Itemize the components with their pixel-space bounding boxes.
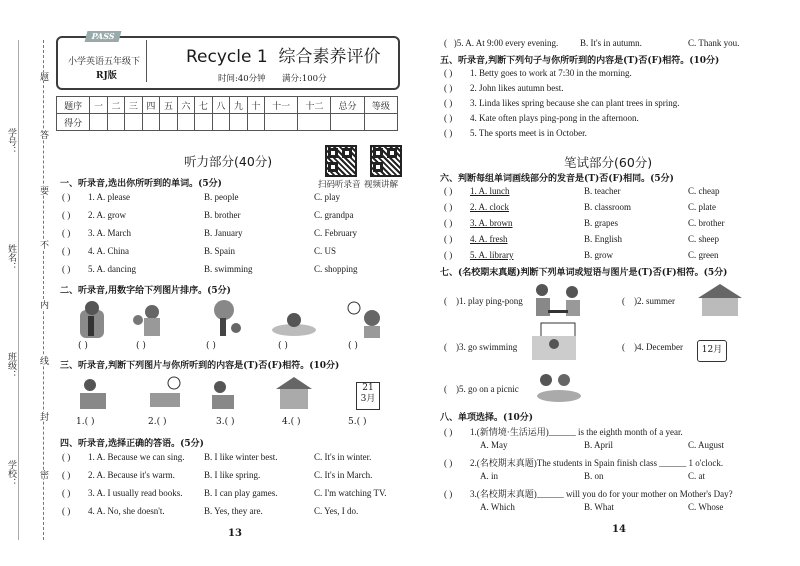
student-id-label: 学号： <box>6 128 16 155</box>
sec7-item-4 <box>622 342 683 352</box>
qr-code-audio[interactable] <box>325 145 357 177</box>
option-c: C. It's in winter. <box>314 452 372 462</box>
score-cell[interactable] <box>177 114 194 131</box>
sec5-row <box>444 113 639 123</box>
calendar-text: 21 3月 <box>360 383 376 404</box>
paren[interactable]: ( ) <box>444 342 459 352</box>
sec5-row <box>444 83 564 93</box>
option-b: B. people <box>204 192 239 202</box>
option-c: C. grandpa <box>314 210 354 220</box>
score-header-cell: 七 <box>195 97 212 114</box>
answer-paren[interactable]: ( ) <box>62 470 71 480</box>
option-c: C. plate <box>688 202 716 212</box>
sec5-row <box>444 98 679 108</box>
option-c: C. February <box>314 228 357 238</box>
answer-paren[interactable]: ( ) <box>62 228 71 238</box>
qr-video-label: 视频讲解 <box>364 180 399 190</box>
score-header-cell: 十一 <box>265 97 298 114</box>
option-b: B. I like winter best. <box>204 452 278 462</box>
option-c: C. at <box>688 471 705 481</box>
binding-word: 封 <box>38 412 48 421</box>
sec2-blank-2[interactable]: ( ) <box>136 341 146 351</box>
picnic-image <box>534 370 584 404</box>
option-a: 4. A. No, she doesn't. <box>88 506 165 516</box>
sec7-item-5 <box>444 384 519 394</box>
option-a: 1. A. lunch <box>470 186 510 196</box>
answer-paren[interactable]: ( ) <box>444 113 453 123</box>
answer-paren[interactable]: ( ) <box>444 83 453 93</box>
sec4-row <box>62 506 165 516</box>
option-c: C. It's in March. <box>314 470 373 480</box>
score-header-cell: 等级 <box>364 97 397 114</box>
item-text: 2. summer <box>637 296 675 306</box>
option-a: 1. A. Because we can sing. <box>88 452 185 462</box>
question-stem: 3.(名校期末真题)______ will you do for your mother on Mother's Day? <box>470 489 733 499</box>
score-cell[interactable] <box>331 114 364 131</box>
sec2-blank-5[interactable]: ( ) <box>348 341 358 351</box>
score-info: 满分:100分 <box>282 74 327 84</box>
binding-word: 答 <box>38 130 48 139</box>
sec7-item-1 <box>444 296 523 306</box>
kids-playing-image <box>133 305 160 336</box>
tree-kids-image <box>214 300 241 336</box>
month-card: 12月 <box>697 340 727 362</box>
answer-paren[interactable]: ( ) <box>62 264 71 274</box>
score-cell[interactable] <box>195 114 212 131</box>
sec4-title: 四、听录音,选择正确的答语。(5分) <box>60 439 204 449</box>
score-header-cell: 题序 <box>57 97 90 114</box>
score-header-cell: 十二 <box>298 97 331 114</box>
snowy-house-image <box>692 282 748 318</box>
sec8-question <box>444 456 723 469</box>
option-b: B. April <box>584 440 614 450</box>
option-a: 3. A. I usually read books. <box>88 488 183 498</box>
option-a: A. Which <box>480 502 515 512</box>
option-a: 4. A. fresh <box>470 234 508 244</box>
sec6-row <box>444 218 513 228</box>
sec3-title: 三、听录音,判断下列图片与你所听到的内容是(T)否(F)相符。(10分) <box>60 361 340 371</box>
option-b: B. grapes <box>584 218 618 228</box>
option-a: A. in <box>480 471 498 481</box>
edition-label: RJ版 <box>96 71 117 81</box>
answer-paren[interactable]: ( ) <box>444 489 453 499</box>
score-header-cell: 一 <box>90 97 107 114</box>
answer-paren[interactable]: ( ) <box>444 128 453 138</box>
page-title <box>186 42 380 67</box>
option-b: B. classroom <box>584 202 631 212</box>
clock-man-image <box>348 302 380 338</box>
item-text: 1. play ping-pong <box>459 296 523 306</box>
answer-paren[interactable]: ( ) <box>444 427 453 437</box>
item-text: 4. December <box>637 342 683 352</box>
option-b: B. on <box>584 471 604 481</box>
sec3-label-3[interactable]: 3.( ) <box>216 417 235 427</box>
sentence: 5. The sports meet is in October. <box>470 128 587 138</box>
option-b: B. English <box>584 234 623 244</box>
score-cell[interactable] <box>212 114 229 131</box>
option-c: C. sheep <box>688 234 719 244</box>
option-c: C. brother <box>688 218 725 228</box>
binding-word: 不 <box>38 240 48 249</box>
option-c: C. shopping <box>314 264 358 274</box>
option-a: 3. A. brown <box>470 218 513 228</box>
sec4-row <box>62 470 175 480</box>
paren[interactable]: ( ) <box>622 296 637 306</box>
page-number-left: 13 <box>228 528 242 539</box>
sec7-item-2 <box>622 296 675 306</box>
score-cell[interactable] <box>364 114 397 131</box>
time-info: 时间:40分钟 <box>218 74 266 84</box>
answer-paren[interactable]: ( ) <box>444 98 453 108</box>
boy-climbing-tree-image <box>80 301 104 338</box>
sec8-title: 八、单项选择。(10分) <box>440 413 534 423</box>
sec7-item-3 <box>444 342 517 352</box>
score-cell[interactable] <box>107 114 124 131</box>
question-stem: 1.(新情境·生活运用)______ is the eighth month of a year. <box>470 427 683 437</box>
option-b: B. January <box>204 228 243 238</box>
sentence: 4. Kate often plays ping-pong in the afternoon. <box>470 113 639 123</box>
option-b: B. Yes, they are. <box>204 506 263 516</box>
option-a: 5. A. At 9:00 every evening. <box>456 38 559 48</box>
answer-paren[interactable]: ( ) <box>62 506 71 516</box>
score-header-cell: 六 <box>177 97 194 114</box>
option-b: B. teacher <box>584 186 621 196</box>
sec1-row <box>62 246 129 256</box>
binding-writing-line <box>18 40 19 540</box>
option-a: 1. A. please <box>88 192 130 202</box>
sec2-illustrations <box>72 298 402 340</box>
binding-word: 题 <box>38 72 48 81</box>
ping-pong-image <box>532 282 582 322</box>
option-c: C. US <box>314 246 337 256</box>
sec1-row <box>62 264 136 274</box>
paren[interactable]: ( ) <box>444 38 457 48</box>
score-row-label: 得分 <box>57 114 90 131</box>
sec6-row <box>444 202 509 212</box>
score-cell[interactable] <box>298 114 331 131</box>
score-cell[interactable] <box>265 114 298 131</box>
school-label: 学校： <box>6 460 16 487</box>
r-q5-row <box>444 38 558 48</box>
sentence: 1. Betty goes to work at 7:30 in the morning. <box>470 68 632 78</box>
option-b: B. What <box>584 502 614 512</box>
option-a: 4. A. China <box>88 246 130 256</box>
question-stem: 2.(名校期末真题)The students in Spain finish class ______ 1 o'clock. <box>470 458 724 468</box>
qr-audio-label: 扫码听录音 <box>318 180 361 190</box>
score-header-cell: 三 <box>125 97 142 114</box>
option-a: 2. A. grow <box>88 210 126 220</box>
title-text: 综合素养评价 <box>278 47 381 67</box>
sec4-row <box>62 452 184 462</box>
answer-paren[interactable]: ( ) <box>444 202 453 212</box>
sec1-row <box>62 228 131 238</box>
score-cell[interactable] <box>230 114 247 131</box>
binding-word: 线 <box>38 356 48 365</box>
option-c: C. cheap <box>688 186 720 196</box>
sec6-row <box>444 186 510 196</box>
sec1-row <box>62 210 126 220</box>
sec4-row <box>62 488 183 498</box>
binding-word: 密 <box>38 470 48 479</box>
sec3-label-1[interactable]: 1.( ) <box>76 417 95 427</box>
option-b: B. brother <box>204 210 241 220</box>
pass-logo: PASS <box>85 31 122 42</box>
page-number-right: 14 <box>612 524 626 535</box>
sentence: 3. Linda likes spring because she can plant trees in spring. <box>470 98 680 108</box>
option-b: B. I like spring. <box>204 470 261 480</box>
item-text: 5. go on a picnic <box>459 384 519 394</box>
sec5-row <box>444 128 587 138</box>
sec8-question <box>444 487 733 500</box>
paren[interactable]: ( ) <box>444 384 459 394</box>
sec5-row <box>444 68 632 78</box>
option-c: C. Whose <box>688 502 724 512</box>
sec6-row <box>444 250 514 260</box>
house-trees-image <box>276 377 312 409</box>
score-header-cell: 九 <box>230 97 247 114</box>
answer-paren[interactable]: ( ) <box>444 250 453 260</box>
sec7-title: 七、(名校期末真题)判断下列单词或短语与图片是(T)否(F)相符。(5分) <box>440 268 728 278</box>
swimming-image <box>272 313 316 336</box>
kids-reading-image <box>80 379 106 409</box>
score-cell[interactable] <box>125 114 142 131</box>
name-label: 姓名： <box>6 244 16 271</box>
option-a: 5. A. dancing <box>88 264 136 274</box>
sec3-illustrations <box>76 375 356 413</box>
sec3-label-4[interactable]: 4.( ) <box>282 417 301 427</box>
listening-title: 听力部分(40分) <box>184 154 273 169</box>
sec5-title: 五、听录音,判断下列句子与你所听到的内容是(T)否(F)相符。(10分) <box>440 56 720 66</box>
option-a: 2. A. clock <box>470 202 509 212</box>
option-b: B. swimming <box>204 264 253 274</box>
answer-paren[interactable]: ( ) <box>444 186 453 196</box>
sec2-blank-3[interactable]: ( ) <box>206 341 216 351</box>
answer-paren[interactable]: ( ) <box>444 458 453 468</box>
bed-alarm-image <box>150 377 180 407</box>
option-c: C. August <box>688 440 725 450</box>
answer-paren[interactable]: ( ) <box>444 234 453 244</box>
kids-games-image <box>212 381 234 409</box>
answer-paren[interactable]: ( ) <box>62 488 71 498</box>
sec3-label-2[interactable]: 2.( ) <box>148 417 167 427</box>
sec2-blank-1[interactable]: ( ) <box>78 341 88 351</box>
unit-name: Recycle 1 <box>186 47 268 67</box>
score-table <box>56 96 398 131</box>
option-a: A. May <box>480 440 508 450</box>
swimming-pool-image <box>530 330 578 364</box>
calendar-image <box>356 382 380 410</box>
answer-paren[interactable]: ( ) <box>444 68 453 78</box>
score-header-cell: 十 <box>247 97 264 114</box>
r-q5-option-c: C. Thank you. <box>688 38 740 48</box>
binding-word: 内 <box>38 300 48 309</box>
option-a: 3. A. March <box>88 228 131 238</box>
sec1-title: 一、听录音,选出你所听到的单词。(5分) <box>60 179 222 189</box>
option-a: 2. A. Because it's warm. <box>88 470 175 480</box>
score-header-cell: 八 <box>212 97 229 114</box>
option-c: C. green <box>688 250 719 260</box>
header-divider <box>146 40 147 82</box>
score-cell[interactable] <box>247 114 264 131</box>
score-cell[interactable] <box>142 114 159 131</box>
option-c: C. Yes, I do. <box>314 506 359 516</box>
sec1-row <box>62 192 130 202</box>
score-header-cell: 二 <box>107 97 124 114</box>
score-header-cell: 四 <box>142 97 159 114</box>
answer-paren[interactable]: ( ) <box>62 452 71 462</box>
sec3-label-5[interactable]: 5.( ) <box>348 417 367 427</box>
sec2-blank-4[interactable]: ( ) <box>278 341 288 351</box>
option-b: B. Spain <box>204 246 236 256</box>
score-cell[interactable] <box>160 114 177 131</box>
binding-word: 要 <box>38 186 48 195</box>
class-label: 班级： <box>6 352 16 379</box>
item-text: 3. go swimming <box>459 342 518 352</box>
option-c: C. play <box>314 192 340 202</box>
option-b: B. grow <box>584 250 613 260</box>
r-q5-option-b: B. It's in autumn. <box>580 38 642 48</box>
answer-paren[interactable]: ( ) <box>62 246 71 256</box>
score-cell[interactable] <box>90 114 107 131</box>
option-a: 5. A. library <box>470 250 514 260</box>
answer-paren[interactable]: ( ) <box>62 192 71 202</box>
answer-paren[interactable]: ( ) <box>62 210 71 220</box>
sec6-row <box>444 234 508 244</box>
written-title: 笔试部分(60分) <box>564 155 653 170</box>
score-header-cell: 总分 <box>331 97 364 114</box>
score-header-cell: 五 <box>160 97 177 114</box>
paren[interactable]: ( ) <box>622 342 637 352</box>
sec6-title: 六、判断每组单词画线部分的发音是(T)否(F)相同。(5分) <box>440 174 674 184</box>
sec2-title: 二、听录音,用数字给下列图片排序。(5分) <box>60 286 231 296</box>
paren[interactable]: ( ) <box>444 296 459 306</box>
grade-label: 小学英语五年级下 <box>68 57 141 67</box>
option-c: C. I'm watching TV. <box>314 488 387 498</box>
answer-paren[interactable]: ( ) <box>444 218 453 228</box>
sentence: 2. John likes autumn best. <box>470 83 564 93</box>
sec8-question <box>444 425 683 438</box>
cut-line <box>43 40 44 540</box>
option-b: B. I can play games. <box>204 488 278 498</box>
qr-code-video[interactable] <box>370 145 402 177</box>
